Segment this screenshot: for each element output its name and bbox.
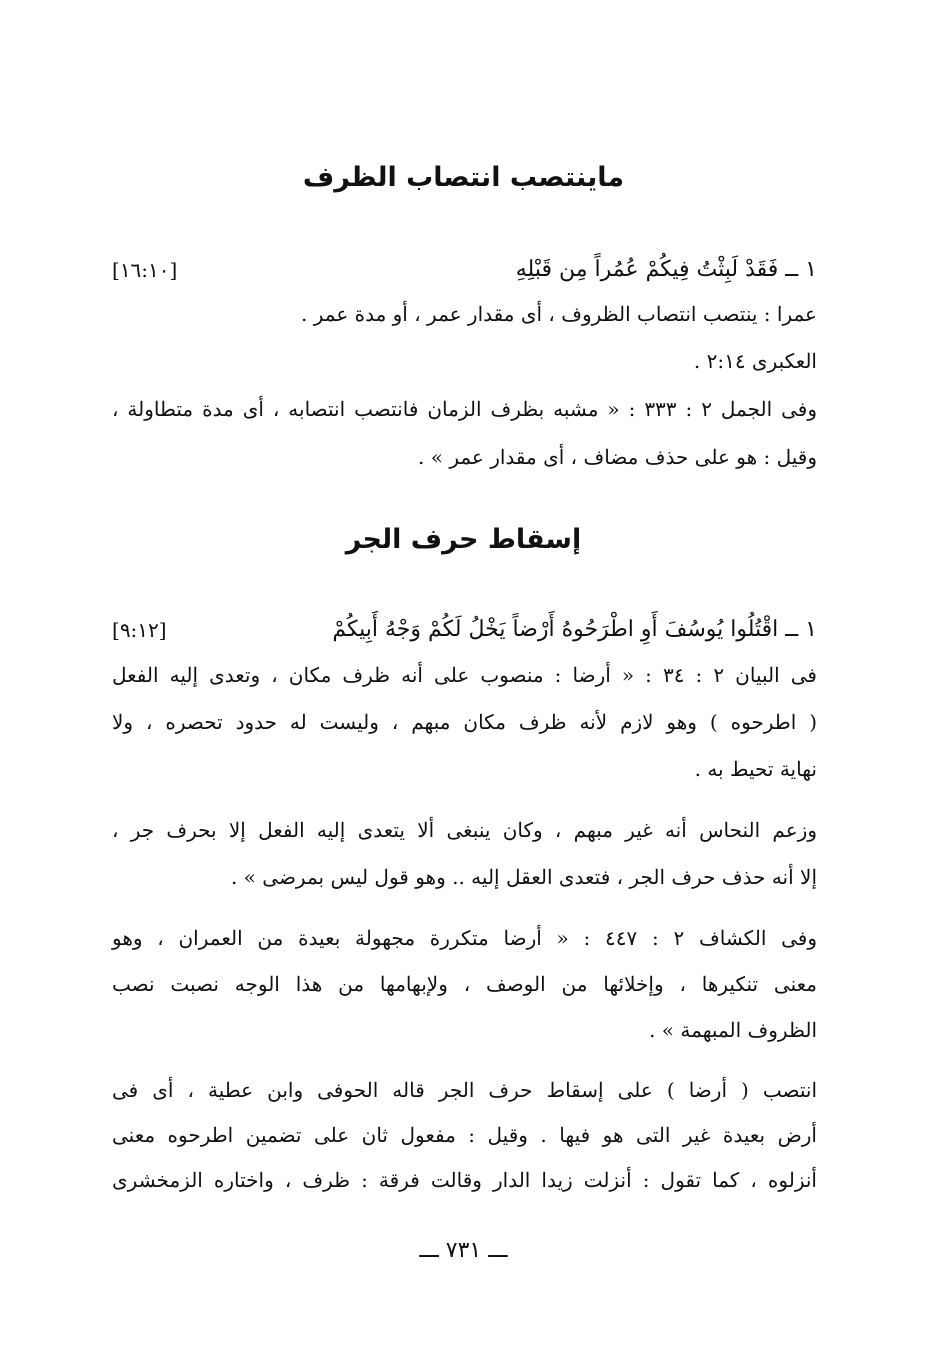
verse-reference: [٩:١٢]	[112, 618, 167, 642]
text-line: أرض بعيدة غير التى هو فيها . وقيل : مفعول ثان على تضمين اطرحوه معنى	[112, 1123, 817, 1147]
verse-reference: [١٦:١٠]	[112, 258, 178, 282]
section-title: ماينتصب انتصاب الظرف	[302, 162, 625, 193]
verse-text: ١ ــ اقْتُلُوا يُوسُفَ أَوِ اطْرَحُوهُ أَرْضاً يَخْلُ لَكُمْ وَجْهُ أَبِيكُمْ	[332, 617, 817, 642]
section-title: إسقاط حرف الجر	[345, 524, 582, 555]
text-line: ( اطرحوه ) وهو لازم لأنه ظرف مكان مبهم ، وليست له حدود تحصره ، ولا	[112, 710, 817, 734]
text-line: وقيل : هو على حذف مضاف ، أى مقدار عمر » .	[418, 445, 817, 469]
page-number: ـــ ٧٣١ ـــ	[419, 1238, 508, 1263]
quran-verse	[112, 612, 817, 648]
quran-verse	[112, 252, 817, 288]
text-line: عمرا : ينتصب انتصاب الظروف ، أى مقدار عمر ، أو مدة عمر .	[301, 302, 817, 326]
text-line: معنى تنكيرها ، وإخلائها من الوصف ، ولإبهامها من هذا الوجه نصبت نصب	[112, 972, 817, 996]
text-line: وزعم النحاس أنه غير مبهم ، وكان ينبغى ألا يتعدى إليه الفعل إلا بحرف جر ،	[112, 818, 817, 842]
text-line: نهاية تحيط به .	[694, 757, 817, 781]
text-line: فى البيان ٢ : ٣٤ : « أرضا : منصوب على أنه ظرف مكان ، وتعدى إليه الفعل	[112, 663, 817, 687]
text-line: أنزلوه ، كما تقول : أنزلت زيدا الدار وقالت فرقة : ظرف ، واختاره الزمخشرى	[112, 1168, 817, 1192]
text-line: الظروف المبهمة » .	[649, 1018, 817, 1042]
verse-text: ١ ــ فَقَدْ لَبِثْتُ فِيكُمْ عُمُراً مِن قَبْلِهِ	[515, 257, 817, 282]
text-line: إلا أنه حذف حرف الجر ، فتعدى العقل إليه .. وهو قول ليس بمرضى » .	[230, 865, 817, 889]
text-line: وفى الجمل ٢ : ٣٣٣ : « مشبه بظرف الزمان فانتصب انتصابه ، أى مدة متطاولة ،	[112, 397, 818, 421]
text-line: وفى الكشاف ٢ : ٤٤٧ : « أرضا متكررة مجهولة بعيدة من العمران ، وهو	[112, 926, 818, 950]
text-line: العكبرى ٢:١٤ .	[693, 349, 817, 373]
text-line: انتصب ( أرضا ) على إسقاط حرف الجر قاله الحوفى وابن عطية ، أى فى	[112, 1078, 817, 1102]
